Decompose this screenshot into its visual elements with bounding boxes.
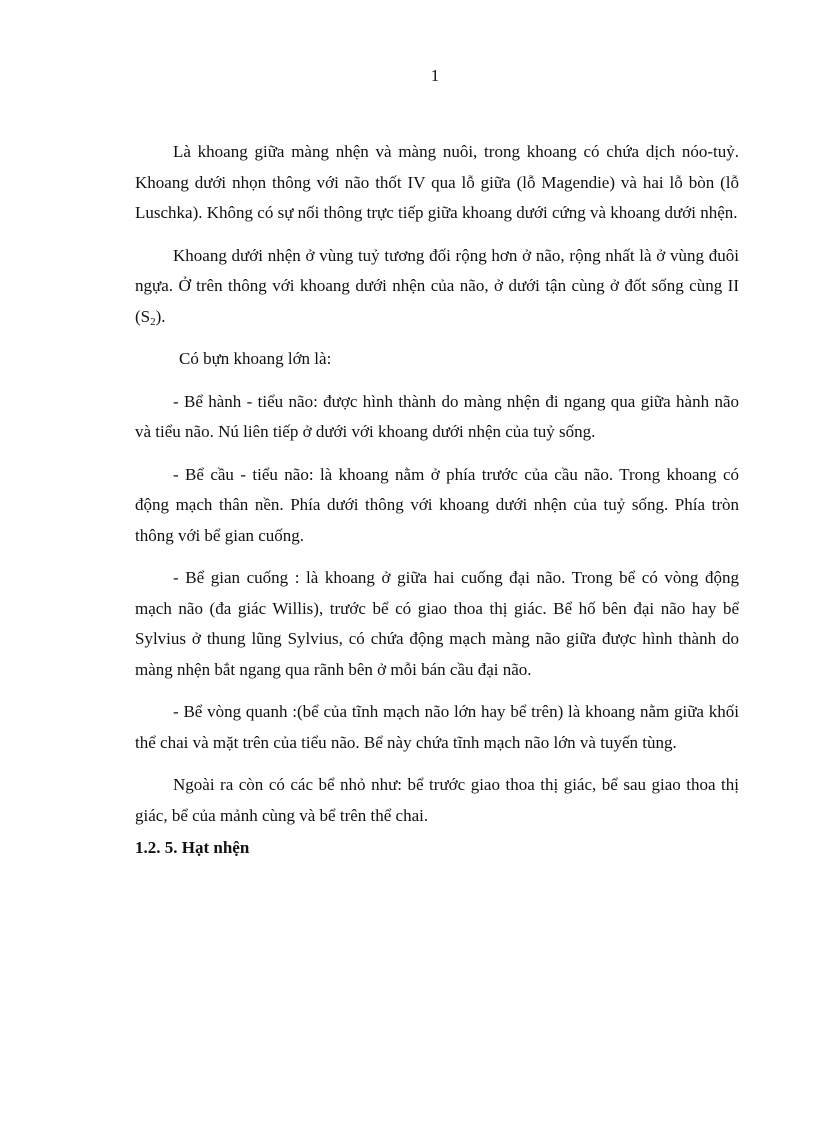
page-number: 1 <box>430 66 440 85</box>
paragraph-small-cisterns: Ngoài ra còn có các bể nhỏ như: bể trước giao thoa thị giác, bể sau giao thoa thị giác, bể của mảnh cùng và bể trên thể chai. <box>135 775 739 825</box>
document-body <box>135 137 739 863</box>
section-heading-arachnoid-granulations: 1.2. 5. Hạt nhện <box>135 838 250 857</box>
subscript-2: 2 <box>150 315 156 328</box>
list-item-cerebellomedullary-cistern: - Bể hành - tiểu não: được hình thành do màng nhện đi ngang qua giữa hành não và tiểu não. Nú liên tiếp ở dưới với khoang dưới nhện của tuỷ sống. <box>135 391 739 441</box>
paragraph-subarachnoid-space: Là khoang giữa màng nhện và màng nuôi, trong khoang có chứa dịch nóo-tuỷ. Khoang dưới nhọn thông với não thốt IV qua lỗ giữa (lỗ Magendie) và hai lỗ bòn (lỗ Luschka). Không có sự nối thông trực tiếp giữa khoang dưới cứng và khoang dưới nhện. <box>135 142 739 222</box>
list-item-pontocerebellar-cistern: - Bể cầu - tiểu não: là khoang nằm ở phía trước của cầu não. Trong khoang có động mạch thân nền. Phía dưới thông với khoang dưới nhện của tuỷ sống. Phía tròn thông với bể gian cuống. <box>135 464 739 545</box>
paragraph-cisterns-intro: Có bựn khoang lớn là: <box>179 349 332 368</box>
paragraph-spinal-text: Khoang dưới nhện ở vùng tuỷ tương đối rộng hơn ở não, rộng nhất là ở vùng đuôi ngựa. Ở trên thông với khoang dưới nhện của não, ở dưới tận cùng ở đốt sống cùng II (S <box>135 245 739 326</box>
paragraph-spinal-subarachnoid <box>135 241 739 333</box>
list-item-ambient-cistern: - Bể vòng quanh :(bể của tĩnh mạch não lớn hay bể trên) là khoang nằm giữa khối thể chai và mặt trên của tiểu não. Bể này chứa tĩnh mạch não lớn và tuyến tùng. <box>135 702 739 752</box>
list-item-interpeduncular-cistern: - Bể gian cuống : là khoang ở giữa hai cuống đại não. Trong bể có vòng động mạch não (đa giác Willis), trước bể có giao thoa thị giác. Bể hố bên đại não hay bể Sylvius ở thung lũng Sylvius, có chứa động mạch màng não giữa được hình thành do màng nhện bắt ngang qua rãnh bên ở mỗi bán cầu đại não. <box>135 568 739 679</box>
paragraph-spinal-end: ). <box>155 306 166 326</box>
